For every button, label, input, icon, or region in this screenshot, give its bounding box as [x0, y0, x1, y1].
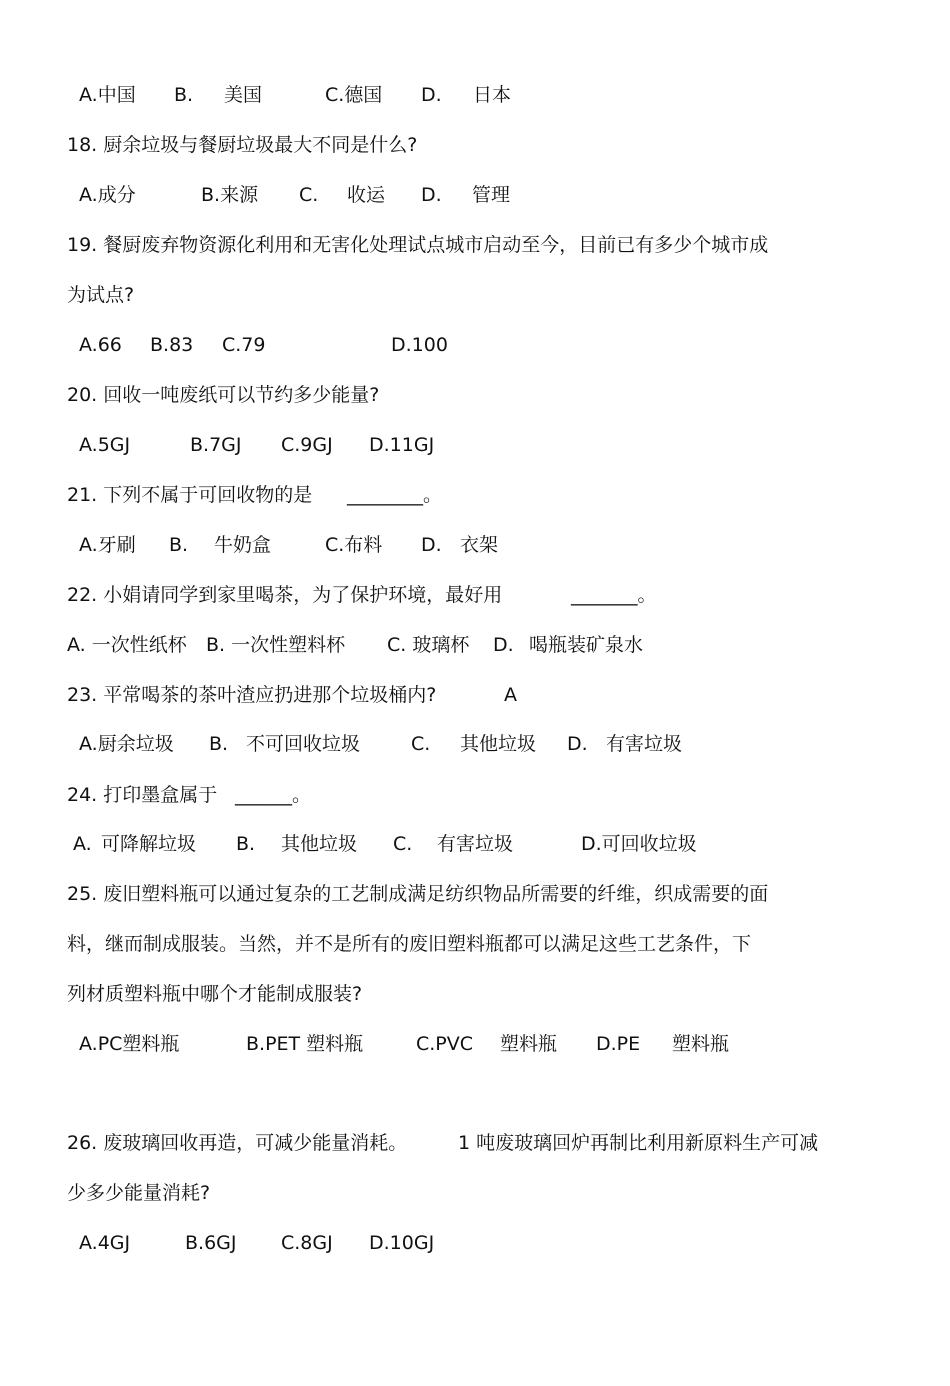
q22-text: 22. 小娟请同学到家里喝茶，为了保护环境，最好用: [67, 584, 503, 606]
option-a: A.66: [79, 334, 122, 356]
option-c-text: 有害垃圾: [437, 833, 514, 855]
q20-text: 20. 回收一吨废纸可以节约多少能量?: [67, 384, 380, 406]
option-a: A.PC塑料瓶: [79, 1033, 180, 1055]
q25-text-line1: 25. 废旧塑料瓶可以通过复杂的工艺制成满足纺织物品所需要的纤维，织成需要的面: [67, 883, 769, 905]
option-c-text: 塑料瓶: [500, 1033, 558, 1055]
q18-text: 18. 厨余垃圾与餐厨垃圾最大不同是什么?: [67, 134, 418, 156]
option-b-letter: B.: [236, 833, 256, 855]
option-d-text: 有害垃圾: [606, 733, 683, 755]
option-c-text: 收运: [347, 184, 386, 206]
option-a: A.中国: [79, 84, 136, 106]
option-c-letter: C.: [393, 833, 413, 855]
option-d-text: 喝瓶装矿泉水: [529, 634, 644, 656]
option-a-letter: A.: [73, 833, 92, 855]
option-c: C.布料: [325, 534, 383, 556]
option-c: C.9GJ: [281, 434, 333, 456]
option-d-letter: D.: [567, 733, 588, 755]
option-a-text: 可降解垃圾: [101, 833, 197, 855]
option-d-letter: D.: [421, 84, 442, 106]
option-a: A.成分: [79, 184, 136, 206]
q21-text: 21. 下列不属于可回收物的是: [67, 484, 313, 506]
option-b-text: 其他垃圾: [281, 833, 358, 855]
option-d-text: 日本: [473, 84, 512, 106]
option-d-letter: D.: [421, 534, 442, 556]
option-b: B.PET 塑料瓶: [246, 1033, 364, 1055]
option-d-text: 衣架: [460, 534, 499, 556]
q22-blank: _______。: [571, 584, 657, 606]
q23-answer: A: [504, 684, 517, 706]
option-b-text: 不可回收垃圾: [246, 733, 361, 755]
q26-text-b: 1 吨废玻璃回炉再制比利用新原料生产可减: [458, 1132, 819, 1154]
option-b: B.6GJ: [185, 1232, 237, 1254]
option-d: D.10GJ: [369, 1232, 435, 1254]
option-c: C.79: [222, 334, 266, 356]
option-d-letter: D.PE: [596, 1033, 641, 1055]
option-a: A.5GJ: [79, 434, 131, 456]
q26-text-line2: 少多少能量消耗?: [67, 1182, 211, 1204]
option-b: B. 一次性塑料杯: [206, 634, 346, 656]
option-c-letter: C.: [411, 733, 431, 755]
q26-text-a: 26. 废玻璃回收再造，可减少能量消耗。: [67, 1132, 408, 1154]
option-b: B.7GJ: [190, 434, 242, 456]
q25-text-line2: 料，继而制成服装。当然，并不是所有的废旧塑料瓶都可以满足这些工艺条件，下: [67, 933, 752, 955]
option-d-text: 塑料瓶: [672, 1033, 730, 1055]
option-b-letter: B.: [174, 84, 194, 106]
q23-text: 23. 平常喝茶的茶叶渣应扔进那个垃圾桶内?: [67, 684, 437, 706]
q19-text-line1: 19. 餐厨废弃物资源化利用和无害化处理试点城市启动至今，目前已有多少个城市成: [67, 234, 769, 256]
option-a: A.厨余垃圾: [79, 733, 174, 755]
option-c-text: 其他垃圾: [460, 733, 537, 755]
q21-blank: ________。: [347, 484, 443, 506]
option-b-letter: B.: [209, 733, 229, 755]
option-b-letter: B.: [169, 534, 189, 556]
option-d-text: 管理: [472, 184, 511, 206]
option-a: A. 一次性纸杯: [67, 634, 187, 656]
q26-options: [79, 1230, 435, 1386]
option-a: A.4GJ: [79, 1232, 131, 1254]
option-b: B.83: [150, 334, 194, 356]
option-d: D.100: [391, 334, 448, 356]
option-b-text: 美国: [224, 84, 263, 106]
q24-text: 24. 打印墨盒属于: [67, 784, 218, 806]
option-b-text: 牛奶盒: [214, 534, 272, 556]
option-c-letter: C.: [299, 184, 319, 206]
option-a: A.牙刷: [79, 534, 136, 556]
option-d-letter: D.: [421, 184, 442, 206]
option-d: D.可回收垃圾: [581, 833, 697, 855]
option-b: B.来源: [201, 184, 259, 206]
option-c: C.8GJ: [281, 1232, 333, 1254]
option-c: C.德国: [325, 84, 383, 106]
q24-blank: ______。: [235, 784, 312, 806]
option-c: C. 玻璃杯: [387, 634, 470, 656]
q25-text-line3: 列材质塑料瓶中哪个才能制成服装?: [67, 983, 363, 1005]
option-d: D.11GJ: [369, 434, 435, 456]
q19-text-line2: 为试点?: [67, 284, 135, 306]
option-d-letter: D.: [493, 634, 514, 656]
option-c-letter: C.PVC: [416, 1033, 474, 1055]
